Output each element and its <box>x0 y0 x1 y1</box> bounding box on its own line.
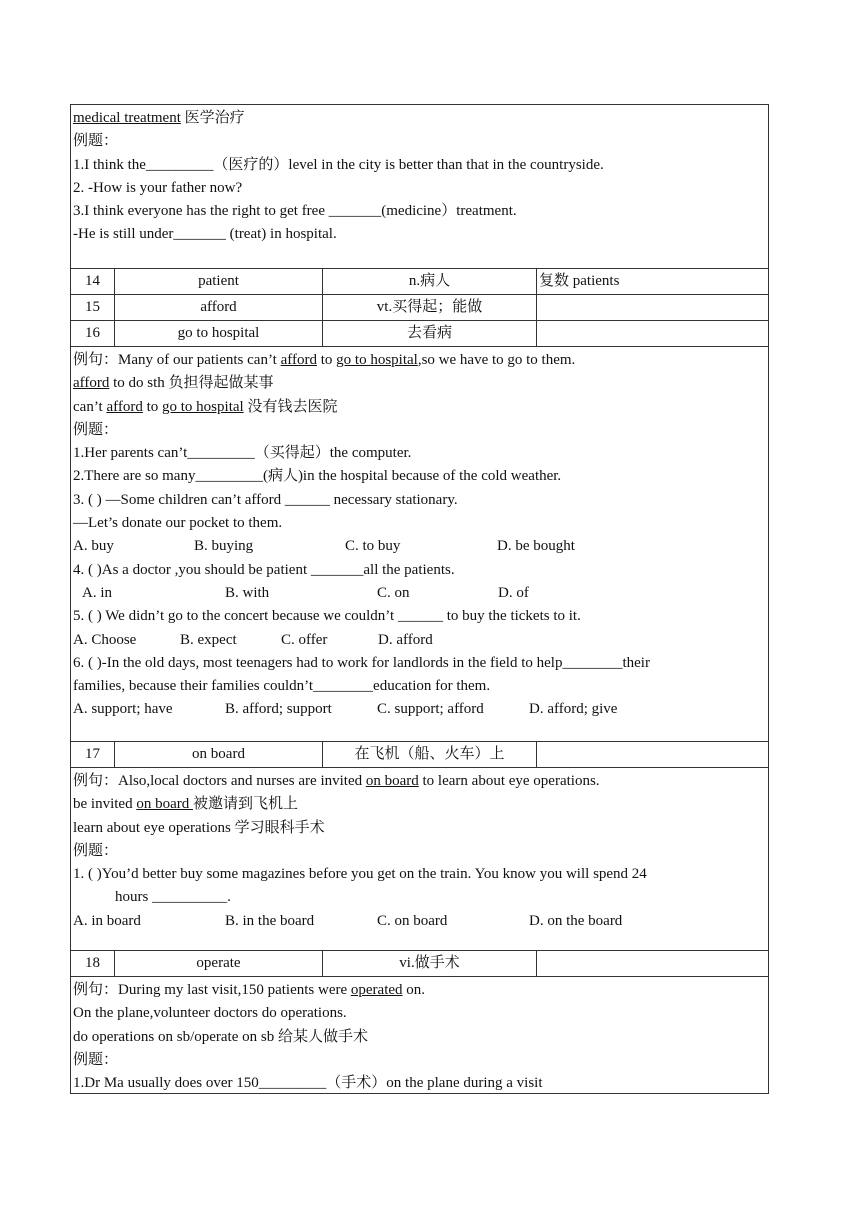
example-sentence: 例句：Many of our patients can’t afford to go to hospital,so we have to go to them. <box>73 352 576 368</box>
exercise-question: 3. ( ) —Some children can’t afford ______ necessary stationary. <box>73 491 458 508</box>
notes-block-afford <box>71 347 769 742</box>
notes-block-medical <box>71 105 769 269</box>
vocab-word: operate <box>115 951 323 977</box>
vocab-word: afford <box>115 295 323 321</box>
phrase-note: learn about eye operations 学习眼科手术 <box>73 819 325 836</box>
vocab-note <box>537 295 769 321</box>
exercise-question: 1.Her parents can’t_________（买得起）the computer. <box>73 445 412 462</box>
vocab-row <box>71 269 769 295</box>
exercise-question: 3.I think everyone has the right to get free _______(medicine）treatment. <box>73 203 517 220</box>
vocab-note: 复数 patients <box>537 269 769 295</box>
vocab-num: 17 <box>71 742 115 768</box>
vocab-num: 15 <box>71 295 115 321</box>
vocab-meaning: vt.买得起；能做 <box>323 295 537 321</box>
notes-block-operate <box>71 977 769 1094</box>
vocab-word: patient <box>115 269 323 295</box>
exercise-question: —Let’s donate our pocket to them. <box>73 515 283 532</box>
vocab-table <box>70 104 769 1094</box>
exercise-question: 2.There are so many_________(病人)in the hospital because of the cold weather. <box>73 468 562 485</box>
note-line: medical treatment 医学治疗 <box>73 110 245 126</box>
vocab-meaning: 在飞机（船、火车）上 <box>323 742 537 768</box>
exercise-question: 1. ( )You’d better buy some magazines before you get on the train. You know you will spend 24 <box>73 866 647 883</box>
exercise-question: 4. ( )As a doctor ,you should be patient _______all the patients. <box>73 561 455 578</box>
vocab-word: on board <box>115 742 323 768</box>
vocab-note <box>537 321 769 347</box>
vocab-num: 14 <box>71 269 115 295</box>
example-sentence: 例句：During my last visit,150 patients were operated on. <box>73 982 426 998</box>
exercise-question: 6. ( )-In the old days, most teenagers had to work for landlords in the field to help________their <box>73 654 650 671</box>
vocab-row <box>71 951 769 977</box>
vocab-meaning: vi.做手术 <box>323 951 537 977</box>
exercise-question: 5. ( ) We didn’t go to the concert because we couldn’t ______ to buy the tickets to it. <box>73 608 581 625</box>
worksheet <box>70 104 768 1094</box>
vocab-meaning: n.病人 <box>323 269 537 295</box>
exercise-question: families, because their families couldn’t________education for them. <box>73 678 491 695</box>
exercise-question: 1.I think the_________（医疗的）level in the city is better than that in the countryside. <box>73 156 604 173</box>
vocab-num: 18 <box>71 951 115 977</box>
phrase-note: do operations on sb/operate on sb 给某人做手术 <box>73 1028 368 1045</box>
answer-options: A. in board B. in the board C. on board D. on the board <box>73 912 623 929</box>
phrase-note: afford to do sth 负担得起做某事 <box>73 375 274 392</box>
answer-options: A. support; have B. afford; support C. support; afford D. afford; give <box>73 701 618 718</box>
vocab-row <box>71 321 769 347</box>
exercise-question: 2. -How is your father now? <box>73 179 243 196</box>
phrase-note: can’t afford to go to hospital 没有钱去医院 <box>73 398 338 415</box>
exercise-heading: 例题： <box>73 421 119 438</box>
example-sentence: On the plane,volunteer doctors do operations. <box>73 1005 347 1022</box>
exercise-question: 1.Dr Ma usually does over 150_________（手术）on the plane during a visit <box>73 1075 543 1092</box>
exercise-question: -He is still under_______ (treat) in hospital. <box>73 226 337 243</box>
answer-options: A. buy B. buying C. to buy D. be bought <box>73 538 575 555</box>
exercise-question: hours __________. <box>115 889 231 906</box>
exercise-heading: 例题： <box>73 133 119 150</box>
exercise-heading: 例题： <box>73 1051 119 1068</box>
vocab-note <box>537 742 769 768</box>
vocab-num: 16 <box>71 321 115 347</box>
vocab-row <box>71 742 769 768</box>
answer-options: A. Choose B. expect C. offer D. afford <box>73 631 433 648</box>
exercise-heading: 例题： <box>73 842 119 859</box>
vocab-meaning: 去看病 <box>323 321 537 347</box>
vocab-word: go to hospital <box>115 321 323 347</box>
answer-options: A. in B. with C. on D. of <box>82 584 529 601</box>
example-sentence: 例句：Also,local doctors and nurses are invited on board to learn about eye operations. <box>73 773 600 789</box>
notes-block-on-board <box>71 768 769 951</box>
vocab-note <box>537 951 769 977</box>
vocab-row <box>71 295 769 321</box>
phrase-note: be invited on board 被邀请到飞机上 <box>73 796 298 813</box>
